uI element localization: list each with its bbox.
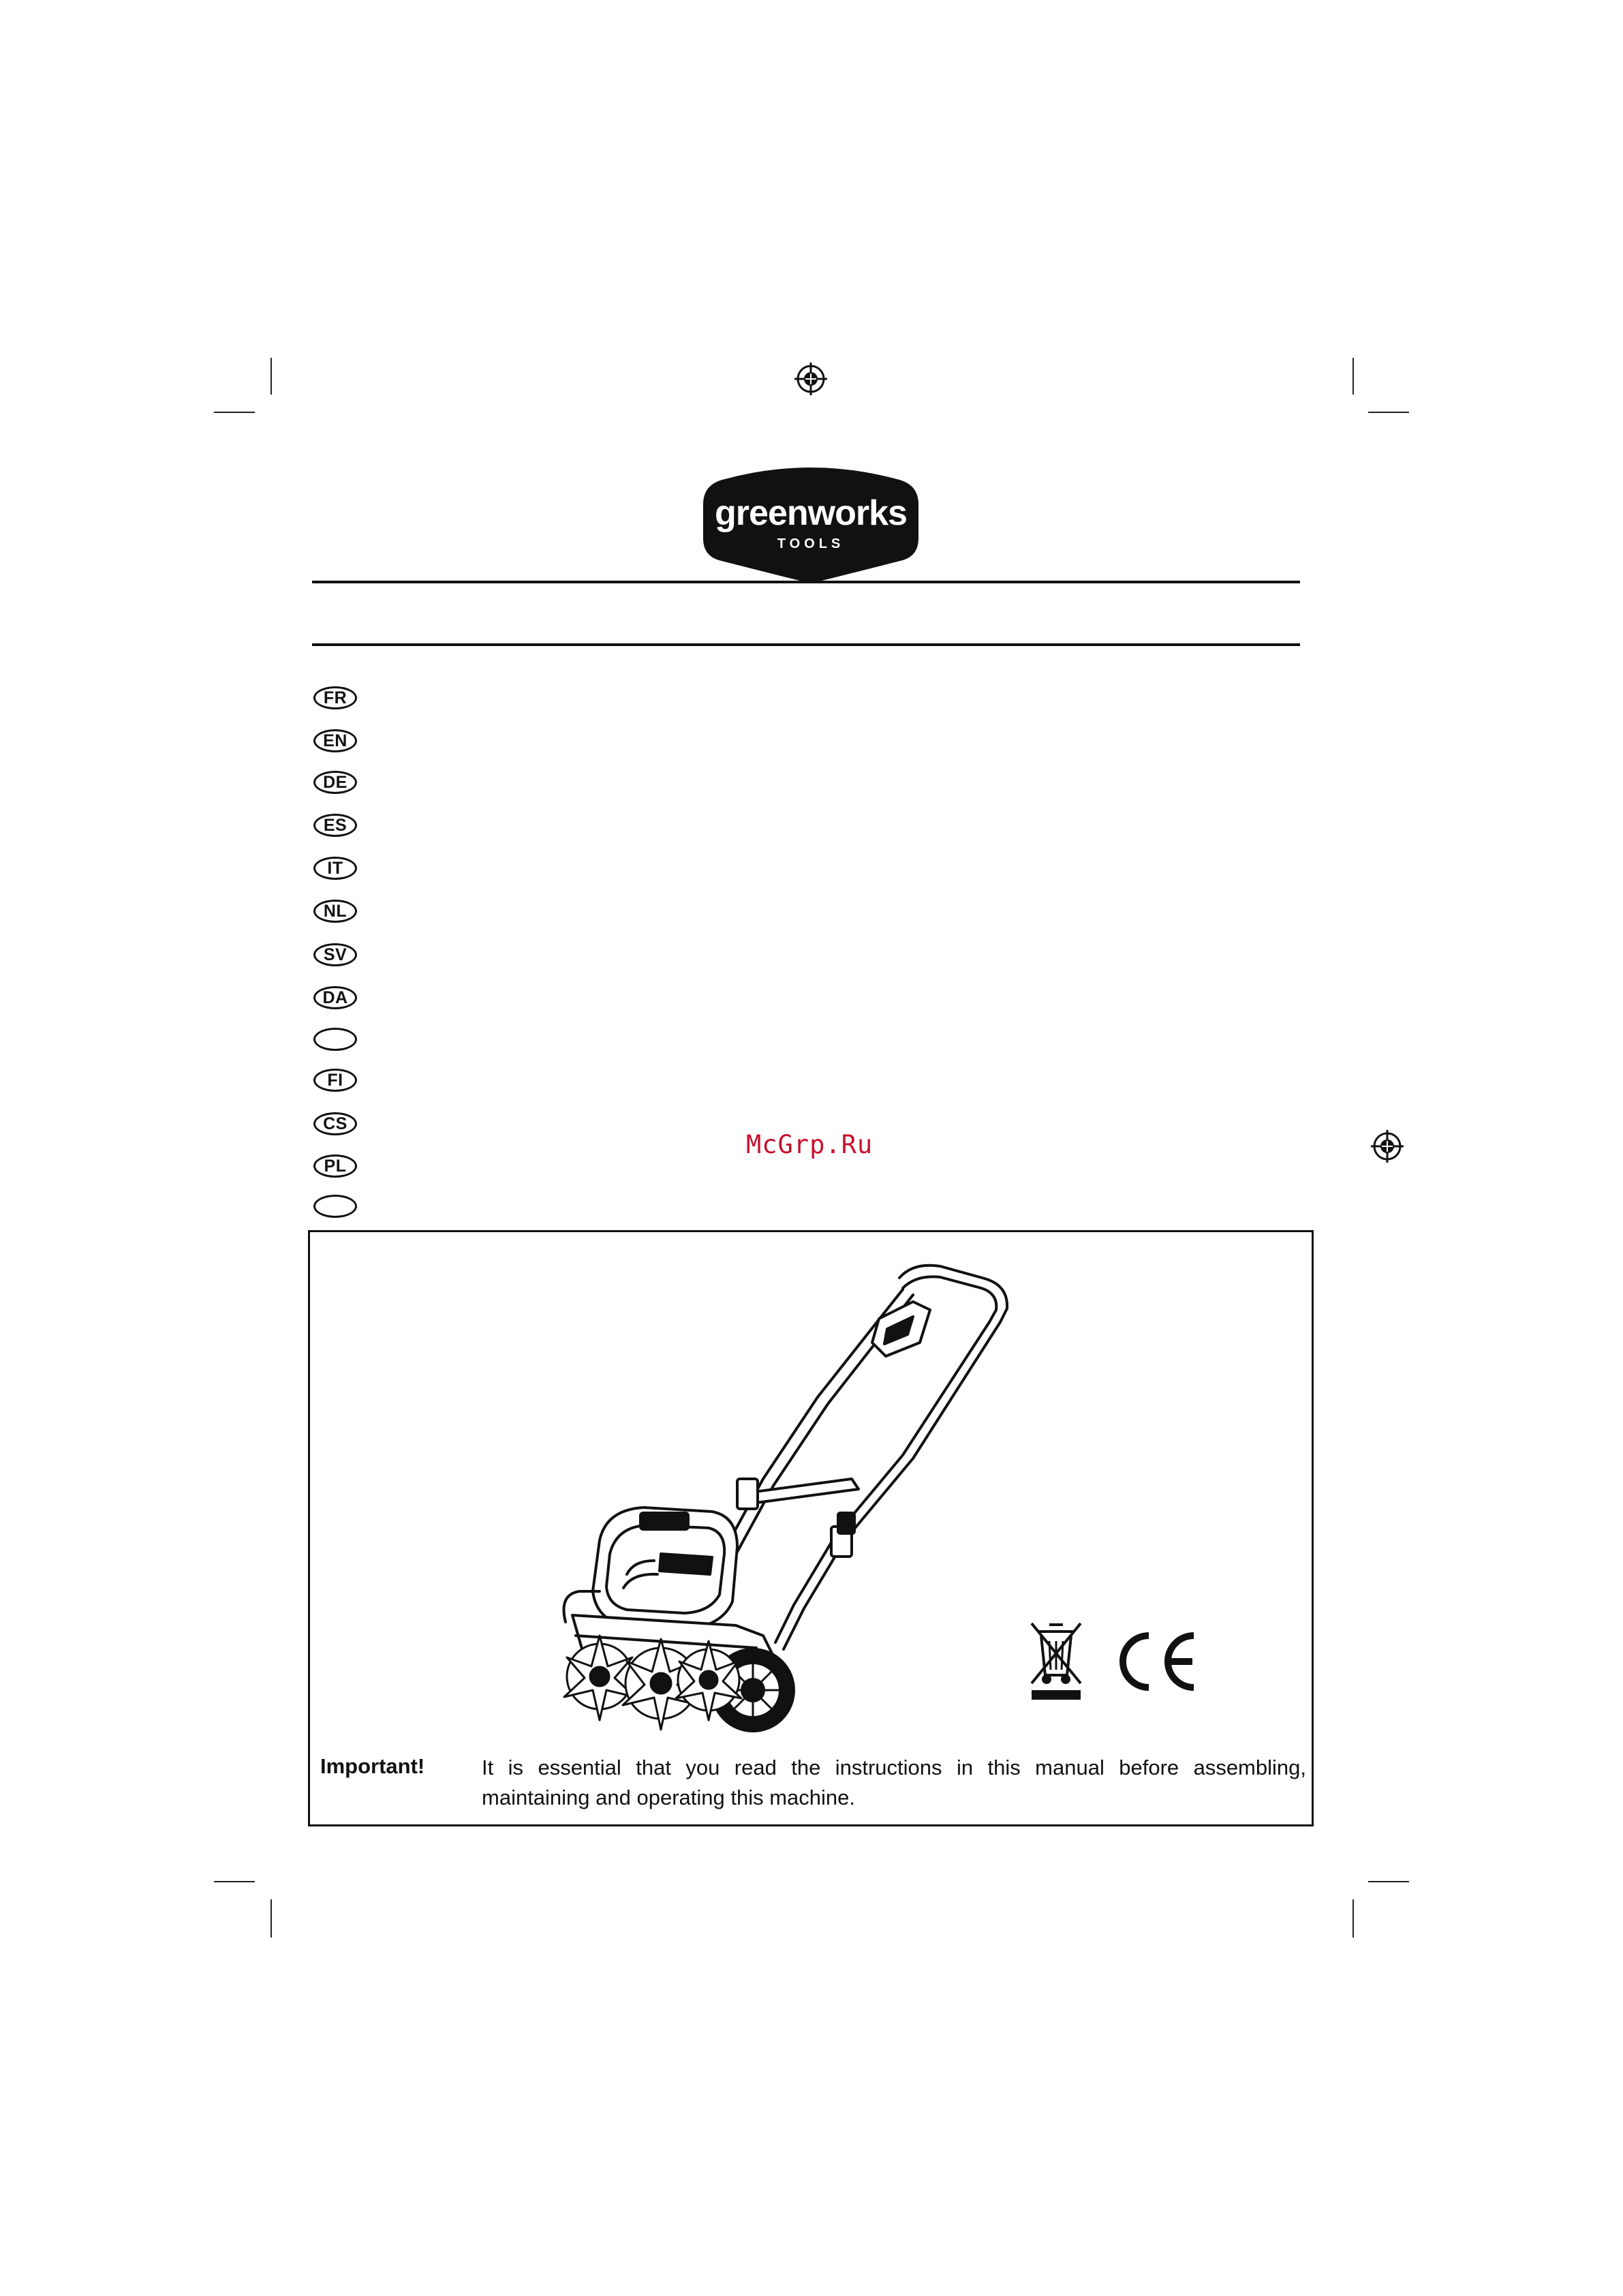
crop-mark xyxy=(270,1899,272,1938)
language-badge: ES xyxy=(313,814,357,837)
registration-mark-icon xyxy=(793,361,829,397)
language-badge: DA xyxy=(313,986,357,1009)
brand-sub: TOOLS xyxy=(777,536,845,551)
important-text: It is essential that you read the instructions in this manual before assembling, maintaining and operating this machine. xyxy=(482,1756,1306,1809)
language-badge: EN xyxy=(313,729,357,752)
crop-mark xyxy=(1352,1899,1354,1938)
registration-mark-icon xyxy=(1370,1129,1405,1164)
crop-mark xyxy=(1352,358,1354,395)
ce-mark-icon xyxy=(1109,1629,1198,1694)
tiller-illustration xyxy=(559,1254,1036,1745)
crop-mark xyxy=(270,358,272,395)
brand-name: greenworks xyxy=(715,493,907,533)
language-badge xyxy=(313,1028,357,1051)
watermark-text: McGrp.Ru xyxy=(746,1130,874,1159)
language-badge: FI xyxy=(313,1069,357,1092)
language-badge: FR xyxy=(313,686,357,709)
language-badge: CS xyxy=(313,1112,357,1135)
crop-mark xyxy=(1368,1881,1409,1882)
greenworks-logo xyxy=(702,463,920,586)
crop-mark xyxy=(214,412,255,413)
language-badge xyxy=(313,1195,357,1218)
important-label: Important! xyxy=(320,1754,425,1778)
title-rule-top xyxy=(312,581,1300,583)
language-badge: NL xyxy=(313,900,357,923)
language-badge: DE xyxy=(313,771,357,794)
crop-mark xyxy=(1368,412,1409,413)
language-badge: SV xyxy=(313,943,357,966)
weee-bin-icon xyxy=(1029,1621,1083,1702)
language-badge: IT xyxy=(313,857,357,880)
title-rule-bottom xyxy=(312,643,1300,646)
language-badge: PL xyxy=(313,1154,357,1178)
crop-mark xyxy=(214,1881,255,1882)
